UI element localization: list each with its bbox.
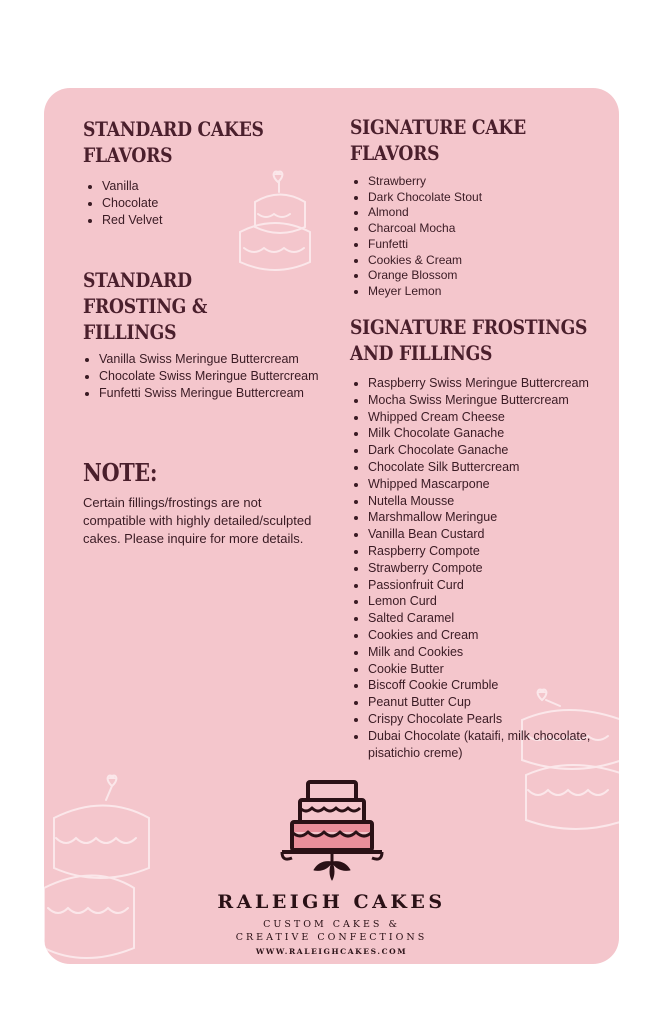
- list-item: • Marshmallow Meringue: [368, 509, 616, 526]
- note-text: Certain fillings/frostings are not compatible with highly detailed/sculpted cakes. Please inquire for more details.: [83, 495, 312, 546]
- signature-frostings-list: [350, 375, 616, 761]
- list-item: • Meyer Lemon: [368, 284, 580, 300]
- list-item: • Milk Chocolate Ganache: [368, 425, 616, 442]
- list-item: • Raspberry Swiss Meringue Buttercream: [368, 375, 616, 392]
- standard-flavors-list: [83, 178, 353, 228]
- list-item: • Vanilla Swiss Meringue Buttercream: [99, 351, 344, 368]
- list-item: • Funfetti Swiss Meringue Buttercream: [99, 385, 344, 402]
- list-item: • Strawberry Compote: [368, 560, 616, 577]
- list-item: • Cookie Butter: [368, 661, 616, 678]
- list-item: • Dark Chocolate Ganache: [368, 442, 616, 459]
- list-item: • Milk and Cookies: [368, 644, 616, 661]
- standard-frosting-section: [83, 267, 344, 401]
- list-item: • Funfetti: [368, 237, 580, 253]
- list-item: • Chocolate: [102, 195, 353, 212]
- list-item: • Dubai Chocolate (kataifi, milk chocolate, pisatichio creme): [368, 728, 616, 762]
- standard-frosting-list: [83, 351, 344, 401]
- tiered-cake-icon: [280, 778, 384, 884]
- list-item: • Chocolate Silk Buttercream: [368, 459, 616, 476]
- list-item: • Raspberry Compote: [368, 543, 616, 560]
- signature-flavors-list: [350, 174, 580, 300]
- list-item: • Almond: [368, 205, 580, 221]
- list-item: • Biscoff Cookie Crumble: [368, 677, 616, 694]
- list-item: • Vanilla Bean Custard: [368, 526, 616, 543]
- list-item: • Whipped Cream Cheese: [368, 409, 616, 426]
- signature-frostings-section: [350, 314, 619, 761]
- signature-flavors-section: [350, 114, 580, 300]
- list-item: • Vanilla: [102, 178, 353, 195]
- standard-frosting-heading: STANDARD FROSTING & FILLINGS: [83, 268, 208, 344]
- brand-tagline: CUSTOM CAKES &: [263, 919, 400, 930]
- brand-website[interactable]: WWW.RALEIGHCAKES.COM: [255, 947, 408, 956]
- list-item: • Whipped Mascarpone: [368, 476, 616, 493]
- list-item: • Peanut Butter Cup: [368, 694, 616, 711]
- list-item: • Strawberry: [368, 174, 580, 190]
- list-item: • Charcoal Mocha: [368, 221, 580, 237]
- signature-flavors-heading: SIGNATURE CAKE FLAVORS: [350, 115, 526, 165]
- list-item: • Red Velvet: [102, 212, 353, 229]
- list-item: • Salted Caramel: [368, 610, 616, 627]
- note-section: [83, 458, 353, 548]
- list-item: • Dark Chocolate Stout: [368, 190, 580, 206]
- standard-flavors-heading: STANDARD CAKES FLAVORS: [83, 117, 264, 167]
- list-item: • Passionfruit Curd: [368, 577, 616, 594]
- note-heading: NOTE:: [83, 458, 158, 487]
- standard-flavors-section: [83, 116, 353, 228]
- list-item: • Cookies and Cream: [368, 627, 616, 644]
- brand-tagline: CREATIVE CONFECTIONS: [235, 932, 428, 943]
- menu-card: [44, 88, 619, 964]
- brand-name: RALEIGH CAKES: [217, 891, 446, 913]
- list-item: • Chocolate Swiss Meringue Buttercream: [99, 368, 344, 385]
- list-item: • Mocha Swiss Meringue Buttercream: [368, 392, 616, 409]
- list-item: • Orange Blossom: [368, 268, 580, 284]
- list-item: • Cookies & Cream: [368, 253, 580, 269]
- list-item: • Lemon Curd: [368, 593, 616, 610]
- list-item: • Nutella Mousse: [368, 493, 616, 510]
- list-item: • Crispy Chocolate Pearls: [368, 711, 616, 728]
- signature-frostings-heading: SIGNATURE FROSTINGS AND FILLINGS: [350, 315, 588, 365]
